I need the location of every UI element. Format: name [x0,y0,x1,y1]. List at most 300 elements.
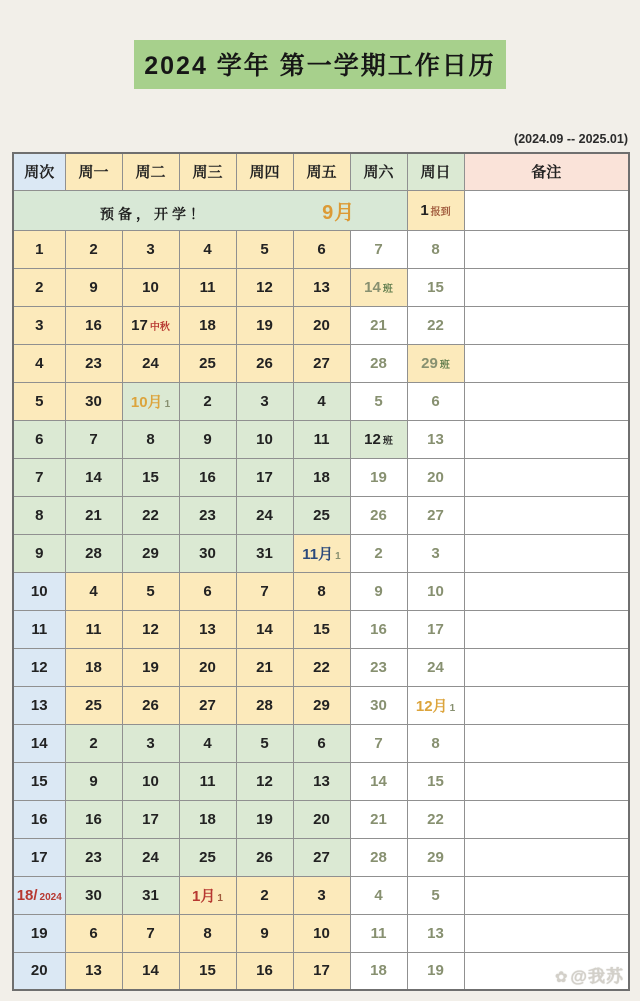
day-cell [179,382,236,420]
remark-cell [464,572,629,610]
column-header-1: 周一 [65,153,122,190]
cell-text: 6 [35,430,44,448]
watermark-text: @我苏 [570,967,624,986]
day-cell [65,800,122,838]
day-cell [407,534,464,572]
cell-text: 8 [146,430,155,448]
day-cell [236,420,293,458]
cell-text: 31 [256,544,273,562]
day-cell [122,230,179,268]
cell-text: 21 [85,506,102,524]
remark-cell [464,648,629,686]
cell-text: 19 [142,658,159,676]
cell-text: 13 [427,430,444,448]
cell-text: 中秋 [149,321,170,333]
table-row [13,762,629,800]
table-row [13,420,629,458]
cell-text: 13 [85,962,102,980]
day-cell [179,496,236,534]
cell-text: 28 [370,354,387,372]
day-cell [179,344,236,382]
day-cell [350,382,407,420]
day-cell [179,268,236,306]
cell-text: 11 [199,772,216,790]
remark-cell [464,420,629,458]
day-cell [407,800,464,838]
cell-text: 22 [427,316,444,334]
cell-text: 报到 [430,206,451,218]
day-cell [65,344,122,382]
day-cell [236,458,293,496]
day-cell [293,534,350,572]
day-cell [65,686,122,724]
cell-text: 9 [35,544,44,562]
day-cell [293,648,350,686]
cell-text: 1 [449,702,456,714]
day-cell [65,306,122,344]
cell-text: 24 [142,354,159,372]
day-cell [293,344,350,382]
week-number-cell [13,420,65,458]
cell-text: 28 [85,544,102,562]
cell-text: 20 [313,316,330,334]
cell-text: 17 [313,962,330,980]
cell-text: 4 [317,392,326,410]
day-cell [350,762,407,800]
day-cell [65,230,122,268]
day-cell [236,496,293,534]
day-cell [179,572,236,610]
remark-cell [464,610,629,648]
day-cell [236,230,293,268]
remark-cell [464,914,629,952]
day-cell [293,420,350,458]
day-cell [293,306,350,344]
cell-text: 17 [30,848,48,866]
day-cell [122,534,179,572]
cell-text: 22 [313,658,330,676]
day-cell [293,876,350,914]
cell-text: 19 [256,316,273,334]
month-name-september: 9月 [322,201,356,224]
cell-text: 28 [370,848,387,866]
day-cell [350,876,407,914]
day-cell [407,420,464,458]
day-cell [236,724,293,762]
wasu-logo-icon: ✿ [554,969,569,986]
day-cell [179,952,236,990]
table-row [13,610,629,648]
day-cell [179,724,236,762]
cell-text: 9 [260,924,269,942]
day-cell [65,610,122,648]
cell-text: 5 [260,240,269,258]
table-row [13,876,629,914]
cell-text: 26 [142,696,159,714]
cell-text: 13 [313,772,330,790]
cell-text: 27 [427,506,444,524]
cell-text: 24 [256,506,273,524]
day-cell [236,876,293,914]
cell-text: 4 [35,354,44,372]
day-cell [350,800,407,838]
cell-text: 28 [256,696,273,714]
day-cell [407,458,464,496]
cell-text: 12 [256,278,273,296]
cell-text: 30 [199,544,216,562]
cell-text: 9 [89,772,98,790]
cell-text: 19 [427,962,444,980]
cell-text: 5 [374,392,383,410]
cell-text: 11月 [302,545,334,563]
day-cell [65,952,122,990]
day-cell [293,762,350,800]
day-cell [179,838,236,876]
cell-text: 9 [203,430,212,448]
remark-cell [464,686,629,724]
cell-text: 12 [364,430,381,448]
cell-text: 20 [30,962,48,980]
day-cell [350,458,407,496]
week-number-cell [13,344,65,382]
cell-text: 29 [313,696,330,714]
day-cell [65,724,122,762]
cell-text: 10 [30,582,48,600]
day-cell [122,686,179,724]
page-title: 2024 学年 第一学期工作日历 [134,40,506,89]
week-number-cell [13,648,65,686]
cell-text: 23 [85,354,102,372]
cell-text: 19 [30,924,48,942]
cell-text: 15 [427,278,444,296]
day-cell [350,534,407,572]
cell-text: 15 [427,772,444,790]
cell-text: 16 [85,810,102,828]
day-cell [236,572,293,610]
cell-text: 30 [85,392,102,410]
remark-cell [464,190,629,230]
day-cell [122,838,179,876]
day-cell [236,762,293,800]
day-cell [350,914,407,952]
day-cell [179,914,236,952]
cell-text: 16 [256,962,273,980]
cell-text: 16 [199,468,216,486]
day-cell [350,952,407,990]
cell-text: 2 [374,544,383,562]
cell-text: 15 [30,772,48,790]
day-cell [122,914,179,952]
cell-text: 14 [30,734,48,752]
week-number-cell [13,382,65,420]
semester-calendar-table [12,152,630,991]
day-cell [122,762,179,800]
cell-text: 31 [142,886,159,904]
day-cell [122,420,179,458]
day-cell [122,876,179,914]
day-cell [179,762,236,800]
week-number-cell [13,268,65,306]
cell-text: 2 [89,734,98,752]
day-cell [65,838,122,876]
cell-text: 17 [131,316,148,334]
day-cell [293,724,350,762]
semester-date-range: (2024.09 -- 2025.01) [514,132,628,146]
day-cell [179,230,236,268]
day-cell [407,952,464,990]
cell-text: 16 [85,316,102,334]
month-row-september [13,190,629,230]
cell-text: 25 [85,696,102,714]
semester-start-label: 预备，开学！ [100,205,208,222]
cell-text: 15 [142,468,159,486]
day-cell [236,306,293,344]
cell-text: 8 [431,240,440,258]
cell-text: 24 [142,848,159,866]
day-cell [293,838,350,876]
day-cell [293,800,350,838]
day-cell [350,572,407,610]
cell-text: 27 [313,848,330,866]
week-number-cell [13,952,65,990]
cell-text: 23 [85,848,102,866]
cell-text: 14 [364,278,381,296]
day-cell [236,268,293,306]
cell-text: 20 [199,658,216,676]
table-row [13,800,629,838]
table-row [13,496,629,534]
day-cell [407,876,464,914]
day-cell [179,800,236,838]
day-cell [350,724,407,762]
day-cell [350,610,407,648]
day-cell [236,610,293,648]
table-row [13,914,629,952]
day-cell [65,914,122,952]
cell-text: 10 [256,430,273,448]
day-cell [236,800,293,838]
cell-text: 7 [374,734,383,752]
cell-text: 4 [203,240,212,258]
cell-text: 3 [317,886,326,904]
table-row [13,572,629,610]
watermark [555,962,624,987]
cell-text: 1 [217,892,223,904]
cell-text: 9 [374,582,383,600]
day-cell [293,382,350,420]
day-cell [179,876,236,914]
remark-cell [464,724,629,762]
column-header-8: 备注 [464,153,629,190]
remark-cell [464,230,629,268]
cell-text: 14 [142,962,159,980]
day-cell [236,952,293,990]
day-cell [350,496,407,534]
day-cell [407,572,464,610]
cell-text: 14 [256,620,273,638]
day-cell [122,724,179,762]
cell-text: 7 [146,924,155,942]
remark-cell [464,344,629,382]
week-number-cell [13,686,65,724]
cell-text: 10 [142,772,159,790]
cell-text: 23 [199,506,216,524]
cell-text: 3 [431,544,440,562]
day-cell [65,648,122,686]
cell-text: 16 [30,810,48,828]
header-row [13,153,629,190]
day-cell [179,420,236,458]
table-row [13,724,629,762]
table-row [13,268,629,306]
cell-text: 11 [313,430,330,448]
cell-text: 6 [203,582,212,600]
day-cell [179,610,236,648]
column-header-0: 周次 [13,153,65,190]
cell-text: 19 [256,810,273,828]
cell-text: 6 [317,734,326,752]
remark-cell [464,382,629,420]
day-cell [293,230,350,268]
remark-cell [464,458,629,496]
table-row [13,648,629,686]
column-header-6: 周六 [350,153,407,190]
cell-text: 1 [164,398,171,410]
day-cell [179,306,236,344]
cell-text: 9 [89,278,98,296]
cell-text: 22 [427,810,444,828]
cell-text: 7 [89,430,98,448]
cell-text: 13 [199,620,216,638]
cell-text: 25 [199,354,216,372]
remark-cell [464,534,629,572]
cell-text: 18 [199,810,216,828]
column-header-5: 周五 [293,153,350,190]
day-cell [122,382,179,420]
day-cell [236,648,293,686]
page-header [0,40,640,89]
day-cell [293,458,350,496]
cell-text: 7 [35,468,44,486]
cell-text: 11 [199,278,216,296]
day-cell [350,344,407,382]
cell-text: 18 [85,658,102,676]
day-cell [407,838,464,876]
day-cell [65,458,122,496]
cell-text: 8 [317,582,326,600]
table-row [13,230,629,268]
cell-text: 3 [35,316,44,334]
day-cell [407,306,464,344]
remark-cell [464,876,629,914]
cell-text: 13 [30,696,48,714]
cell-text: 20 [427,468,444,486]
week-number-cell [13,496,65,534]
day-cell [293,952,350,990]
day-cell [122,800,179,838]
day-cell [407,762,464,800]
calendar-body [13,230,629,990]
cell-text: 18 [370,962,387,980]
cell-text: 21 [256,658,273,676]
cell-text: 17 [142,810,159,828]
day-cell [350,686,407,724]
cell-text: 18 [199,316,216,334]
day-cell [65,572,122,610]
cell-text: 12 [30,658,48,676]
day-cell [65,420,122,458]
day-cell [407,268,464,306]
cell-text: 1月 [192,887,216,905]
day-cell [179,648,236,686]
cell-text: 17 [427,620,444,638]
week-number-cell [13,838,65,876]
day-cell [407,382,464,420]
table-row [13,344,629,382]
day-cell [65,268,122,306]
day-cell [65,496,122,534]
cell-text: 22 [142,506,159,524]
table-row [13,306,629,344]
week-number-cell [13,724,65,762]
day-cell [407,648,464,686]
table-row [13,534,629,572]
cell-text: 15 [313,620,330,638]
day-cell [179,686,236,724]
cell-text: 10 [427,582,444,600]
day-cell [236,382,293,420]
day-cell [65,876,122,914]
day-cell [407,344,464,382]
cell-text: 21 [370,316,387,334]
column-header-2: 周二 [122,153,179,190]
september-banner-cell [13,190,407,230]
day-cell [122,458,179,496]
cell-text: 27 [313,354,330,372]
cell-text: 20 [313,810,330,828]
day-cell [407,496,464,534]
week-number-cell [13,534,65,572]
cell-text: 29 [142,544,159,562]
cell-text: 8 [203,924,212,942]
cell-text: 13 [313,278,330,296]
cell-text: 6 [431,392,440,410]
day-cell [122,648,179,686]
cell-text: 25 [313,506,330,524]
cell-text: 11 [31,620,48,638]
week-number-cell [13,762,65,800]
cell-text: 4 [203,734,212,752]
day-cell [293,686,350,724]
cell-text: 12 [142,620,159,638]
cell-text: 19 [370,468,387,486]
cell-text: 4 [374,886,383,904]
cell-text: 23 [370,658,387,676]
day-cell [236,838,293,876]
cell-text: 14 [85,468,102,486]
day-cell [122,344,179,382]
cell-text: 5 [146,582,155,600]
day-cell [236,344,293,382]
day-cell [65,762,122,800]
day-cell [350,648,407,686]
cell-text: 30 [370,696,387,714]
day-cell [350,838,407,876]
remark-cell [464,268,629,306]
table-row [13,382,629,420]
cell-text: 12月 [415,697,448,715]
day-cell [122,268,179,306]
